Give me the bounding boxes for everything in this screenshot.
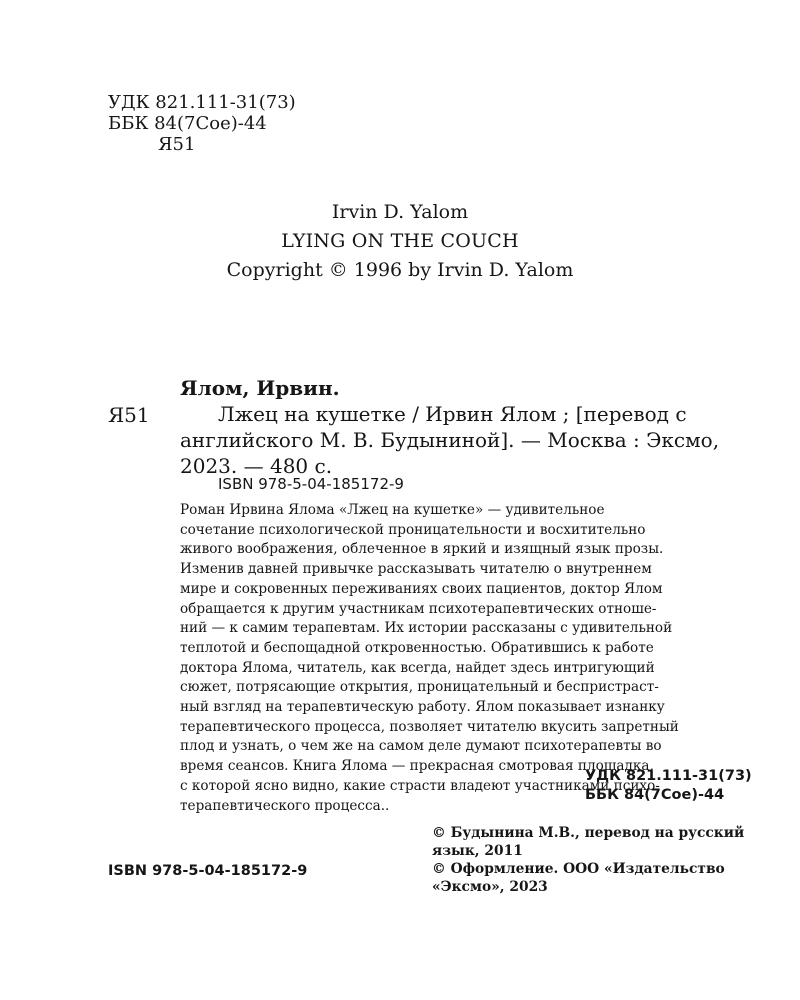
original-author: Irvin D. Yalom	[331, 201, 469, 223]
annotation-line: терапевтического процесса, позволяет читателю вкусить запретный	[180, 718, 679, 735]
isbn-bottom: ISBN 978-5-04-185172-9	[108, 863, 308, 879]
original-title: LYING ON THE COUCH	[281, 230, 519, 252]
bibliographic-line: английского М. В. Будыниной]. — Москва : Эксмо,	[180, 428, 720, 452]
copyright-line: © Будынина М.В., перевод на русский	[432, 825, 745, 841]
copyright-line: язык, 2011	[432, 843, 523, 859]
original-copyright: Copyright © 1996 by Irvin D. Yalom	[226, 259, 574, 281]
annotation-line: ний — к самим терапевтам. Их истории рассказаны с удивительной	[180, 620, 673, 637]
annotation-line: ный взгляд на терапевтическую работу. Ялом показывает изнанку	[180, 699, 665, 715]
udk-code-top: УДК 821.111-31(73)	[108, 92, 296, 113]
annotation-line: Изменив давней привычке рассказывать читателю о внутреннем	[180, 561, 652, 578]
bbk-code-top: ББК 84(7Сое)-44	[108, 113, 267, 134]
annotation-line: мире и сокровенных переживаниях своих пациентов, доктор Ялом	[180, 580, 663, 597]
annotation-line: теплотой и беспощадной откровенностью. Обратившись к работе	[180, 639, 654, 656]
annotation-line: сюжет, потрясающие открытия, проницательный и беспристраст-	[180, 679, 659, 696]
bibliographic-line: 2023. — 480 с.	[180, 454, 333, 478]
bbk-code-bottom: ББК 84(7Сое)-44	[585, 787, 725, 803]
copyright-line: © Оформление. ООО «Издательство	[432, 861, 725, 877]
annotation-line: сочетание психологической проницательности и восхитительно	[180, 521, 646, 538]
udk-code-bottom: УДК 821.111-31(73)	[585, 768, 752, 784]
annotation-line: доктора Ялома, читатель, как всегда, найдет здесь интригующий	[180, 659, 655, 676]
annotation-line: время сеансов. Книга Ялома — прекрасная смотровая площадка,	[180, 758, 654, 775]
author-heading: Ялом, Ирвин.	[180, 376, 340, 400]
annotation-line: живого воображения, облеченное в яркий и изящный язык прозы.	[180, 541, 664, 558]
annotation-line: Роман Ирвина Ялома «Лжец на кушетке» — удивительное	[180, 502, 605, 518]
annotation-line: с которой ясно видно, какие страсти владеют участниками психо-	[180, 777, 660, 794]
isbn-record: ISBN 978-5-04-185172-9	[218, 475, 404, 493]
annotation-line: плод и узнать, о чем же на самом деле думают психотерапевты во	[180, 738, 662, 755]
author-mark-top: Я51	[158, 134, 196, 155]
annotation-line: обращается к другим участникам психотерапевтических отноше-	[180, 600, 657, 617]
annotation-line: терапевтического процесса..	[180, 797, 390, 814]
copyright-line: «Эксмо», 2023	[432, 879, 548, 895]
bibliographic-line: Лжец на кушетке / Ирвин Ялом ; [перевод с	[218, 402, 687, 426]
author-mark-side: Я51	[108, 403, 150, 427]
